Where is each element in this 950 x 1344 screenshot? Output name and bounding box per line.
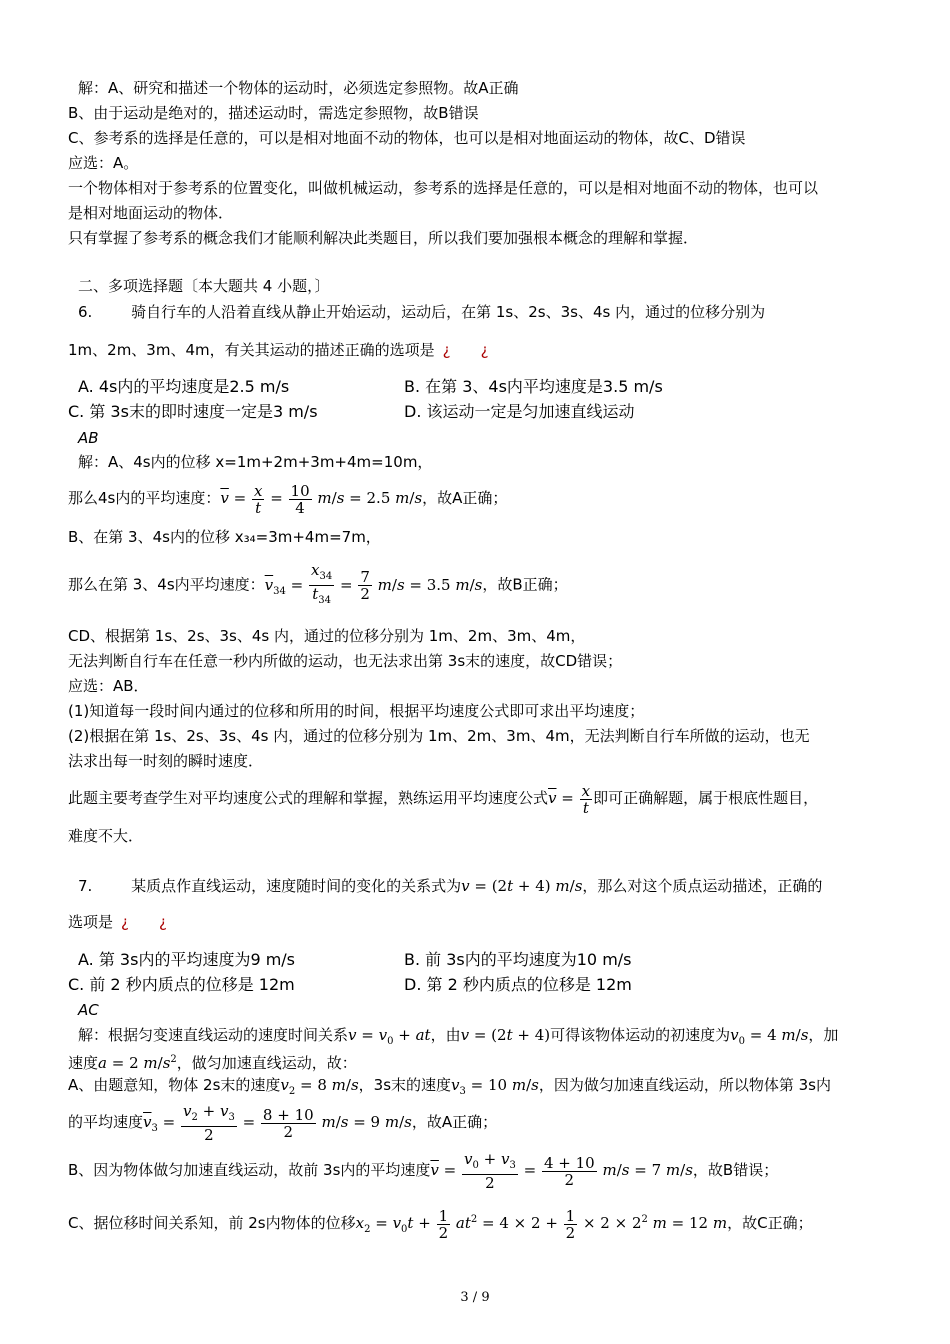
q7-option-c: C. 前 2 秒内质点的位移是 12m xyxy=(68,975,295,994)
q7-formula-3: $v_0 = 4$ m/s xyxy=(730,1026,809,1047)
q6-solution-line-7: 应选：AB． xyxy=(68,677,149,695)
q6-solution-line-2 xyxy=(68,476,507,520)
q7-s4-post: ，故A正确； xyxy=(411,1113,498,1131)
q7-solution-line-1 xyxy=(78,1025,838,1052)
q7-stem-text-2: 选项是 xyxy=(68,913,114,931)
q6-stem-line-2 xyxy=(68,340,497,360)
q7-s1-mid: ，由 xyxy=(430,1026,461,1044)
q7-formula-9: $x_2 = v_0t$ + $\frac{1}{2}$ $at^2 = 4 \times 2$ + $\frac{1}{2}$ × $2 \times 2^2$ m = 12 m xyxy=(355,1206,728,1242)
q7-formula-2: v = (2t + 4) xyxy=(460,1026,551,1044)
q7-s4-text: 的平均速度 xyxy=(68,1113,144,1131)
q6-number: 6. xyxy=(78,303,93,321)
q6-option-b: B. 在第 3、4s内平均速度是3.5 m/s xyxy=(404,377,663,396)
q7-s3-post: ，因为做匀加速直线运动，所以物体第 3s内 xyxy=(538,1076,831,1094)
q7-s1-text: 解：根据匀变速直线运动的速度时间关系 xyxy=(78,1026,349,1044)
q6-stem-text: 骑自行车的人沿着直线从静止开始运动，运动后，在第 1s、2s、3s、4s 内，通过的位移分别为 xyxy=(131,303,766,321)
q6-comment-line-2: 难度不大． xyxy=(68,827,144,845)
q7-solution-line-3 xyxy=(68,1075,831,1102)
q7-s3-mid: ，3s末的速度 xyxy=(358,1076,452,1094)
q7-formula-1: $v = v_0$ + at xyxy=(348,1026,431,1047)
q7-option-d: D. 第 2 秒内质点的位移是 12m xyxy=(404,975,632,994)
q7-stem-line-1 xyxy=(78,876,822,896)
q6-s2-text: 那么4s内的平均速度： xyxy=(68,489,221,507)
placeholder-glyph: ¿ xyxy=(442,341,451,359)
q6-option-c: C. 第 3s末的即时速度一定是3 m/s xyxy=(68,402,318,421)
q7-formula-8: $\overline{v}$ = $\frac{v_0 + v_3}{2}$ = $\frac{4 + 10}{2}$ m/s = 7 m/s xyxy=(430,1150,693,1192)
q7-formula-4: a = 2 $m/s^2$ xyxy=(98,1054,177,1072)
q7-s1-post: ，加 xyxy=(808,1026,839,1044)
q6-analysis-line-2: (2)根据在第 1s、2s、3s、4s 内，通过的位移分别为 1m、2m、3m、4m，无法判断自行车所做的运动，也无 xyxy=(68,727,810,745)
q6-stem-text-2: 1m、2m、3m、4m，有关其运动的描述正确的选项是 xyxy=(68,341,435,359)
q6-analysis-line-1: (1)知道每一段时间内通过的位移和所用的时间，根据平均速度公式即可求出平均速度； xyxy=(68,702,645,720)
page-number: 3 / 9 xyxy=(460,1290,490,1305)
q7-answer: AC xyxy=(78,1001,99,1019)
q5-solution-line-2: B、由于运动是绝对的，描述运动时，需选定参照物，故B错误 xyxy=(68,104,479,122)
q5-analysis-line-2: 是相对地面运动的物体． xyxy=(68,204,234,222)
q6-stem-line-1 xyxy=(78,302,765,322)
q7-formula-7: $\overline{v}_3$ = $\frac{v_2 + v_3}{2}$ = $\frac{8 + 10}{2}$ m/s = 9 m/s xyxy=(143,1102,412,1144)
q6-formula-avg34: $\overline{v}_{34}$ = $\frac{x_{34}}{t_{34}}$ = $\frac{7}{2}$ m/s = 3.5 m/s xyxy=(264,561,483,606)
q7-s5-post: ，故B错误； xyxy=(692,1161,779,1179)
q6-analysis-line-3: 法求出每一时刻的瞬时速度． xyxy=(68,752,264,770)
q6-formula-def: $\overline{v}$ = $\frac{x}{t}$ xyxy=(548,781,591,817)
q7-s2-text: 速度 xyxy=(68,1054,99,1072)
q7-stem-post: ，那么对这个质点运动描述，正确的 xyxy=(582,877,823,895)
q7-s3-text: A、由题意知，物体 2s末的速度 xyxy=(68,1076,281,1094)
q7-solution-line-6 xyxy=(68,1198,813,1252)
q7-formula-5: $v_2 = 8$ m/s xyxy=(280,1076,359,1097)
q7-stem-text: 某质点作直线运动，速度随时间的变化的关系式为 xyxy=(131,877,462,895)
q7-s2-post: ，做匀加速直线运动，故： xyxy=(176,1054,357,1072)
q6-s11-text: 此题主要考查学生对平均速度公式的理解和掌握，熟练运用平均速度公式 xyxy=(68,789,549,807)
q7-option-a: A. 第 3s内的平均速度为9 m/s xyxy=(78,950,296,969)
q7-s1-mid2: 可得该物体运动的初速度为 xyxy=(550,1026,731,1044)
q6-formula-avg: $\overline{v}$ = $\frac{x}{t}$ = $\frac{10}{4}$ m/s = 2.5 m/s xyxy=(220,481,423,517)
q5-analysis-line-1: 一个物体相对于参考系的位置变化，叫做机械运动，参考系的选择是任意的，可以是相对地面不动的物体，也可以 xyxy=(68,179,819,197)
q6-option-d: D. 该运动一定是匀加速直线运动 xyxy=(404,402,635,421)
q6-solution-line-3: B、在第 3、4s内的位移 x₃₄=3m+4m=7m， xyxy=(68,528,381,546)
q7-option-b: B. 前 3s内的平均速度为10 m/s xyxy=(404,950,632,969)
q5-solution-line-1: 解：A、研究和描述一个物体的运动时，必须选定参照物。故A正确 xyxy=(78,79,519,97)
q6-option-a: A. 4s内的平均速度是2.5 m/s xyxy=(78,377,290,396)
q7-s6-text: C、据位移时间关系知，前 2s内物体的位移 xyxy=(68,1214,356,1232)
q5-solution-line-4: 应选：A。 xyxy=(68,154,139,172)
placeholder-glyph: ¿ xyxy=(121,913,129,931)
q6-s4-text: 那么在第 3、4s内平均速度： xyxy=(68,575,265,594)
q6-answer: AB xyxy=(78,429,99,447)
q7-number: 7. xyxy=(78,877,93,895)
q6-solution-line-6: 无法判断自行车在任意一秒内所做的运动，也无法求出第 3s末的速度，故CD错误； xyxy=(68,652,623,670)
q5-solution-line-3: C、参考系的选择是任意的，可以是相对地面不动的物体，也可以是相对地面运动的物体，故C、D错误 xyxy=(68,129,746,147)
q7-formula-6: $v_3 = 10$ m/s xyxy=(451,1076,539,1097)
q6-s2-post: ，故A正确； xyxy=(422,489,508,507)
q7-s5-text: B、因为物体做匀加速直线运动，故前 3s内的平均速度 xyxy=(68,1161,431,1179)
q6-solution-line-4 xyxy=(68,562,568,614)
placeholder-glyph: ¿ xyxy=(158,913,167,931)
q6-solution-line-5: CD、根据第 1s、2s、3s、4s 内，通过的位移分别为 1m、2m、3m、4m， xyxy=(68,627,586,645)
placeholder-glyph: ¿ xyxy=(480,341,489,359)
q7-stem-line-2 xyxy=(68,912,175,932)
q6-solution-line-1: 解：A、4s内的位移 x=1m+2m+3m+4m=10m， xyxy=(78,453,433,471)
q6-s11-post: 即可正确解题，属于根底性题目， xyxy=(593,789,819,807)
q6-s4-post: ，故B正确； xyxy=(482,575,568,594)
section-title: 二、多项选择题〔本大题共 4 小题，〕 xyxy=(78,277,330,295)
q6-comment-line-1 xyxy=(68,776,818,820)
q7-solution-line-5 xyxy=(68,1148,778,1192)
q7-solution-line-2 xyxy=(68,1050,357,1073)
q7-s6-post: ，故C正确； xyxy=(727,1214,813,1232)
q7-solution-line-4 xyxy=(68,1100,497,1151)
q5-comment: 只有掌握了参考系的概念我们才能顺利解决此类题目，所以我们要加强根本概念的理解和掌握． xyxy=(68,229,699,247)
q7-velocity-formula: v = (2t + 4) m/s xyxy=(461,877,583,895)
